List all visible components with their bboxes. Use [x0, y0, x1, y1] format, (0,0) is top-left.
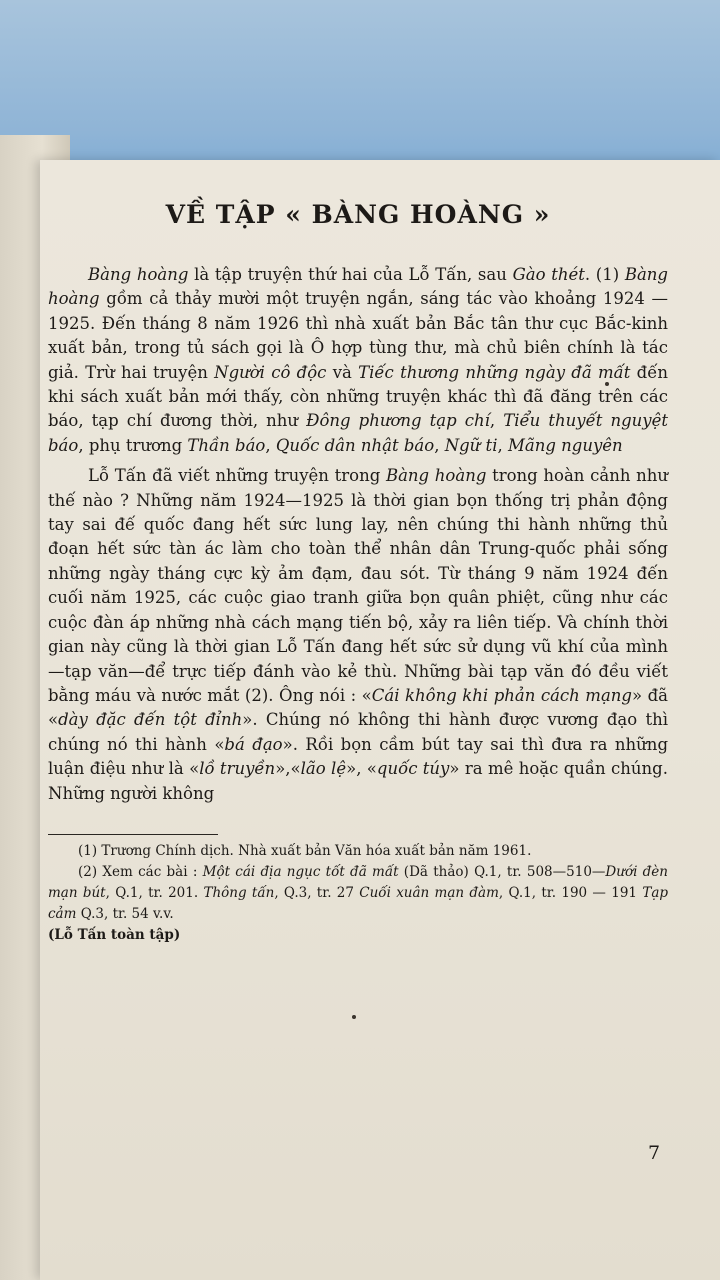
- text-run: » đã «: [48, 685, 668, 730]
- text-run: Q.3, tr. 54 v.v.: [76, 905, 174, 922]
- text-run: lão lệ: [300, 759, 347, 779]
- text-run: Ngữ ti: [444, 435, 498, 455]
- text-run: . (1): [584, 265, 625, 284]
- text-run: Đông phương tạp chí: [306, 411, 490, 431]
- text-run: (Dã thảo) Q.1, tr. 508—510—: [398, 863, 606, 880]
- text-run: Thần báo: [187, 435, 266, 455]
- footnote-source: [48, 925, 668, 946]
- text-run: Thông tấn: [203, 884, 275, 901]
- text-run: Cái không khi phản cách mạng: [371, 685, 632, 705]
- paragraph-2: [48, 464, 668, 806]
- text-run: trong hoàn cảnh như thế nào ? Những năm 1924—1925 là thời gian bọn thống trị phản động tay sai đế quốc đang hết sức lung lay, nên chúng thi hành những thủ đoạn hết sức tàn ác làm cho toàn thể nhân dân Trung-quốc phải sống những ngày tháng cực kỳ ảm đạm, đau sót. Từ tháng 9 năm 1924 đến cuối năm 1925, các cuộc giao tranh giữa bọn quân phiệt, cũng như các cuộc đàn áp những nhà cách mạng tiến bộ, xảy ra liên tiếp. Và chính thời gian này cũng là thời gian Lỗ Tấn đang hết sức sử dụng vũ khí của mình—tạp văn—để trực tiếp đánh vào kẻ thù. Những bài tạp văn đó đều viết bằng máu và nước mắt (2). Ông nói : «: [48, 466, 669, 705]
- text-run: , phụ trương: [78, 435, 188, 455]
- text-run: gồm cả thảy mười một truyện ngắn, sáng tác vào khoảng 1924 — 1925. Đến tháng 8 năm 1926 thì nhà xuất bản Bắc tân thư cục Bắc-kinh xuất bản, trong tủ sách gọi là Ô hợp tùng thư, mà chủ biên chính là tác giả. Trừ hai truyện: [48, 289, 668, 382]
- page-content: [48, 200, 668, 946]
- chapter-title: VỀ TẬP « BÀNG HOÀNG »: [165, 200, 551, 229]
- text-run: là tập truyện thứ hai của Lỗ Tấn, sau: [188, 265, 513, 284]
- footnote-2: [48, 862, 668, 925]
- text-run: Tạp cảm: [48, 884, 669, 922]
- text-run: Quốc dân nhật báo: [275, 435, 435, 455]
- text-run: Cuối xuân mạn đàm: [359, 884, 499, 901]
- text-run: (Lỗ Tấn toàn tập): [48, 926, 181, 943]
- text-run: dày đặc đến tột đỉnh: [58, 710, 243, 730]
- text-run: Lỗ Tấn đã viết những truyện trong: [88, 466, 386, 486]
- text-run: Bàng hoàng: [385, 466, 487, 486]
- text-run: Bàng hoàng: [88, 265, 189, 284]
- text-run: Bàng hoàng: [48, 265, 668, 309]
- text-run: và: [326, 362, 359, 382]
- text-run: quốc túy: [376, 759, 450, 779]
- text-run: , Q.1, tr. 190 — 191: [498, 884, 643, 901]
- footnote-1: [48, 841, 668, 862]
- text-run: đến khi sách xuất bản mới thấy, còn những truyện khác thì đã đăng trên các báo, tạp chí đương thời, như: [48, 362, 668, 431]
- text-run: ,: [497, 435, 508, 455]
- text-run: Tiếc thương những ngày đã mất: [358, 362, 631, 382]
- text-run: Gào thét: [512, 265, 585, 284]
- footnote-divider: [48, 834, 218, 835]
- text-run: Một cái địa ngục tốt đã mất: [202, 863, 399, 880]
- text-run: ,: [489, 411, 504, 431]
- text-run: lồ truyền: [199, 759, 276, 779]
- text-run: (2) Xem các bài :: [78, 863, 203, 880]
- text-run: (1) Trương Chính dịch. Nhà xuất bản Văn hóa xuất bản năm 1961.: [78, 842, 532, 859]
- text-run: , Q.3, tr. 27: [274, 884, 360, 901]
- text-run: Tiểu thuyết nguyệt báo: [48, 411, 668, 455]
- text-run: , Q.1, tr. 201.: [105, 884, 204, 901]
- text-run: Mãng nguyên: [507, 435, 623, 455]
- paragraph-1: [48, 263, 668, 458]
- page-speck: [352, 1015, 356, 1019]
- text-run: ». Chúng nó không thi hành được vương đạo thì chúng nó thi hành «: [48, 710, 668, 754]
- text-run: », «: [346, 759, 377, 779]
- page-number: 7: [648, 1142, 661, 1164]
- text-run: Người cô độc: [214, 362, 327, 382]
- text-run: ,: [434, 435, 445, 455]
- text-run: ,: [265, 435, 276, 455]
- text-run: bá đạo: [224, 734, 283, 754]
- text-run: ». Rồi bọn cầm bút tay sai thì đưa ra những luận điệu như là «: [48, 734, 668, 779]
- text-run: » ra mê hoặc quần chúng. Những người không: [48, 759, 668, 803]
- text-run: Dưới đèn mạn bút: [48, 863, 668, 901]
- text-run: »,«: [275, 759, 301, 779]
